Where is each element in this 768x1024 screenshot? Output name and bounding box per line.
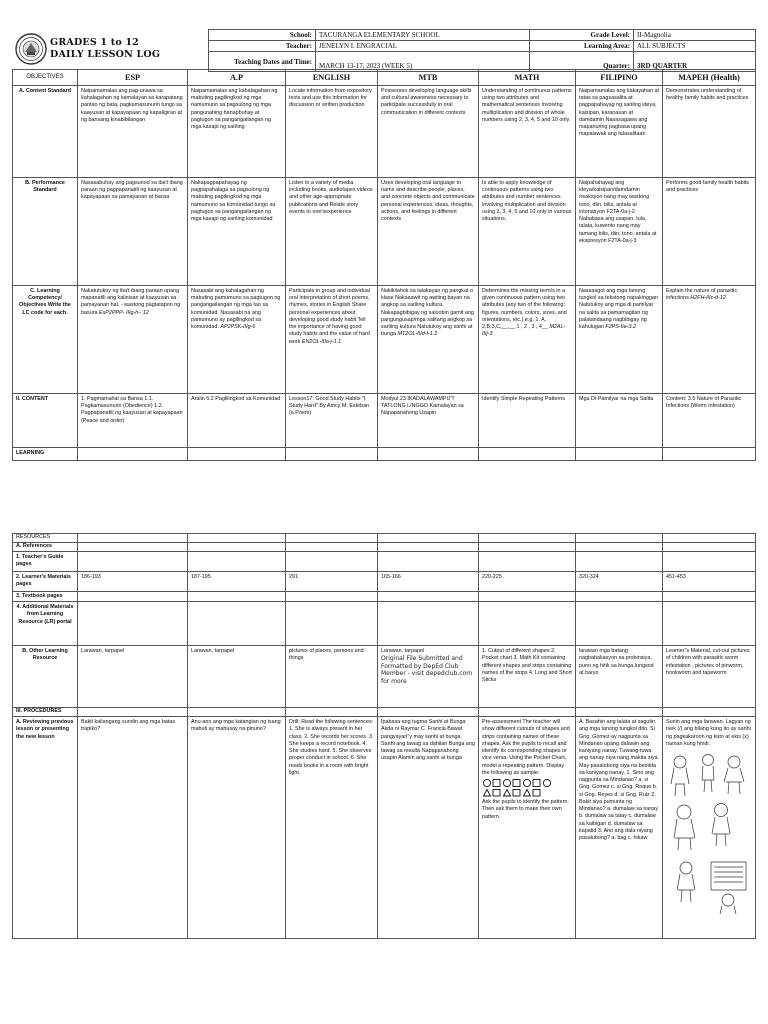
table-cell [479, 534, 576, 543]
table-cell [286, 592, 378, 602]
procedures-label: III. PROCEDURES [13, 708, 78, 717]
column-header-esp: ESP [78, 70, 188, 86]
quarter-label: Quarter: [530, 52, 634, 72]
cell-text: Ask the pupils to identify the pattern. Then ask them to make their own pattern. [482, 799, 569, 820]
table-cell: Locate information from expository texts and use this information for discussion or written production [286, 86, 378, 178]
lc-code: AP2PSK-IIIg-6 [220, 324, 256, 331]
table-cell: Naipamamalas ang kakayahan at tatas sa pagsasalita at pagpapahayag ng sariling ideya, kaisipan, karanasan at damdamin Nasasagawa ang mapanuring pagbasa upang mapalawak ang talasalitaan [576, 86, 663, 178]
performance-standard-row [13, 178, 756, 286]
lc-code: M2AL-IIIj-3 [482, 324, 566, 338]
table-cell [663, 534, 756, 543]
other-resources-row [13, 646, 756, 708]
table-cell: Uses developing oral language to name and describe people, places, and concrete objects and communicate personal experiences, ideas, thoughts, actions, and feelings in different contexts [378, 178, 479, 286]
cell-text: Explain the nature of parasitic infections [666, 288, 738, 302]
table-cell [378, 543, 479, 552]
table-cell [663, 543, 756, 552]
table-cell: 220-225 [479, 572, 576, 592]
cell-text: Suriin ang mga larawan. Lagyan ng tsek (/) ang bilang kung ito ay sanhi ng pagkakaroon ng kuto at ekis (x) naman kung hindi. [666, 719, 751, 747]
table-cell: 165-166 [378, 572, 479, 592]
table-cell [576, 708, 663, 717]
table-cell: Aralin 6.2 Paglilingkod sa Komunidad [188, 394, 286, 448]
table-cell: larawan mga batang nagbabakasyon sa probinsiya, puno ng hitik sa bunga,lungsod at baryo [576, 646, 663, 708]
cell-text: Nasasagot ang mga tanong tungkol sa tekstong napakinggan Natutukoy ang mga di pamilyar na salita sa pamamagitan ng palatandaang nagbibigay ng kahulugan [579, 288, 658, 331]
table-cell [663, 708, 756, 717]
table-cell [663, 286, 756, 394]
resources-label: RESOURCES [13, 534, 78, 543]
table-cell [479, 717, 576, 939]
table-cell [188, 448, 286, 461]
resources-row [13, 534, 756, 543]
teachers-guide-row [13, 552, 756, 572]
table-cell [479, 602, 576, 646]
table-cell [576, 592, 663, 602]
table-cell [576, 448, 663, 461]
column-header-filipino: FILIPINO [576, 70, 663, 86]
table-cell [576, 602, 663, 646]
table-cell [286, 286, 378, 394]
header-info-table [208, 29, 756, 72]
table-cell [78, 708, 188, 717]
table-cell [378, 552, 479, 572]
school-value: TACURANGA ELEMENTARY SCHOOL [316, 30, 530, 41]
table-cell: Lesson17: Good Study Habits "I Study Hard" By Amcy M. Esteban (a Poem) [286, 394, 378, 448]
reviewing-lesson-label: A. Reviewing previous lesson or presenting the new lesson [13, 717, 78, 939]
performance-standard-label: B. Performance Standard [13, 178, 78, 286]
deped-seal-icon [15, 33, 47, 65]
table-cell [378, 602, 479, 646]
column-header-english: ENGLISH [286, 70, 378, 86]
cell-text: Determines the missing term/s in a given continuous pattern using two attributes (any two of the following: figures, numbers, colors, sizes, and orientations, etc.) e.g. 1, A, 2,B,3,C,__,__ 1 , 2 , 3 , 4__ [482, 288, 567, 331]
school-label: School: [209, 30, 316, 41]
table-cell [378, 534, 479, 543]
table-cell: Drill: Read the following sentences: 1. She is always present in her class. 2. She records her scores. 3. She keeps a record notebook. 4. She studies hard. 5. She observes proper conduct in school. 6. She reads books in a room with bright light. [286, 717, 378, 939]
table-cell: Naipamamalas ang pag-unawa sa kahalagahan ng kamalayan sa karapatang pantao ng bata, pagkamasunurin tungo sa kaayusan at kapayapaan ng kapaligiran at ng bansang kinabibilangan [78, 86, 188, 178]
table-cell: Bakit kailangang sundin ang mga batas trapiko? [78, 717, 188, 939]
table-cell [188, 543, 286, 552]
table-cell [188, 602, 286, 646]
table-cell [576, 543, 663, 552]
lc-code: H2FH-IIIc-d-12. [690, 295, 728, 302]
table-cell [663, 602, 756, 646]
learners-materials-row [13, 572, 756, 592]
learning-competency-row [13, 286, 756, 394]
table-cell: 291 [286, 572, 378, 592]
table-cell [286, 552, 378, 572]
textbook-row [13, 592, 756, 602]
column-header-mapeh: MAPEH (Health) [663, 70, 756, 86]
table-cell: Listen to a variety of media including books, audiotapes videos and other age-appropriate publications and Relate story events to one'sexperience [286, 178, 378, 286]
grade-label: Grade Level: [530, 30, 634, 41]
table-cell [479, 552, 576, 572]
table-cell: Demonstrates understanding of healthy family habits and practices [663, 86, 756, 178]
table-cell: Nasasabuhay ang pagsunod sa iba't ibang paraan ng pagpapanatili ng kaayusan at kapayapaan sa pamayanan at bansa [78, 178, 188, 286]
column-header-ap: A.P [188, 70, 286, 86]
table-cell [188, 286, 286, 394]
table-cell [188, 534, 286, 543]
table-cell: Larawan, tarpapel [188, 646, 286, 708]
table-cell: Modyul 23 IKADALAWAMPU'T TATLONG LINGGO Kamalayan sa Napapanahong Usapin [378, 394, 479, 448]
cell-text: Nakikilahok sa talakayan ng pangkat o klase Nakaaawit ng awiting bayan na angkop sa sariling kultura. Nakapagbibigay ng saloobin gamit ang pangungusap/mga salitang angkop sa sariling kultura Natutukoy ang sanhi at bunga [381, 288, 474, 338]
table-cell: Learner"s Material, cut-out pictures of children with parasitic worm infestation , pictures of pinworm, hookworm and tapeworm [663, 646, 756, 708]
table-cell: pictures of places, persons and things [286, 646, 378, 708]
table-cell [576, 534, 663, 543]
table-cell [663, 717, 756, 939]
table-cell [479, 448, 576, 461]
table-cell: Ipabasa ang tugma Sanhi at Bunga Akda ni Raymar C. Francia Bawat pangyayari"y may sanhi at bunga Sanhi ang tawag sa dahilan Bunga ang tawag sa resulta Napapanahong usapin Alamin ang sanhi at bunga [378, 717, 479, 939]
table-cell [479, 543, 576, 552]
grade-value: II-Magnolia [634, 30, 756, 41]
table-cell [378, 646, 479, 708]
table-cell: Naipamamalas ang kahalagahan ng mabuting pagilingkod ng mga namumuno sa pagsulong ng mga pangunahing hanapbuhay at pagtugon sa pangangailangan ng mga kasapi ng sariling [188, 86, 286, 178]
teaching-dates-value: MARCH 13-17, 2023 (WEEK 5) [316, 52, 530, 72]
table-cell [78, 543, 188, 552]
table-cell [78, 602, 188, 646]
learning-competency-label: C. Learning Competency/ Objectives Write the LC code for each. [13, 286, 78, 394]
table-cell [286, 534, 378, 543]
table-cell [188, 592, 286, 602]
content-standard-row [13, 86, 756, 178]
table-cell: 1. Cutout of different shapes 2. Pocket chart 3. Math Kit containing different shapes and strips containing names of the strips 4. Long and Short Sticks [479, 646, 576, 708]
table-cell: 320-324 [576, 572, 663, 592]
table-cell: Mga Di-Pamilyar na mga Salita [576, 394, 663, 448]
other-resources-label: B. Other Learning Resource [13, 646, 78, 708]
lc-code: EN2OL-IIIa-j-1.1 [301, 338, 342, 345]
references-label: A. References [13, 543, 78, 552]
table-cell [378, 708, 479, 717]
table-cell: 451-453 [663, 572, 756, 592]
table-cell [378, 592, 479, 602]
learning-label: LEARNING [13, 448, 78, 461]
cell-text: Participate in group and individual oral interpretation of short poems, rhymes, stories in English Share personal experiences about developing good study habit Tell the importance of having good study habits and the value of hard work [289, 288, 370, 345]
lesson-log-table-top [12, 69, 756, 461]
additional-materials-row [13, 602, 756, 646]
table-cell [286, 708, 378, 717]
references-row [13, 543, 756, 552]
objectives-header: OBJECTIVES [13, 70, 78, 86]
table-cell [286, 448, 378, 461]
table-cell [78, 534, 188, 543]
lesson-log-table-bottom [12, 533, 756, 939]
cell-text: Pre-assessment The teacher will show different cutouts of shapes and strips containing names of these shapes. Ask the pupils to recall and identify its corresponding shapes or vice versa. Using the Pocket Chart, model a repeating pattern. Display the following as sample: [482, 719, 570, 776]
deped-logo-area [12, 29, 208, 69]
table-cell: Is able to apply knowledge of continuous patterns using two attributes and number sentences involving multiplication and division using 2, 3, 4, 5 and 10 only in various situations. [479, 178, 576, 286]
table-cell [479, 592, 576, 602]
table-cell: Nakapagpapahayag ng pagpapahalaga sa pagsulong ng mabuting pagilingkod ng mga namumuno sa komunidad tungo sa pagtugon sa pangangailangan ng mga kasapi ng sariling komunidad [188, 178, 286, 286]
table-cell [188, 552, 286, 572]
content-standard-label: A. Content Standard [13, 86, 78, 178]
procedures-row [13, 708, 756, 717]
table-cell [576, 286, 663, 394]
cell-text: Nakatutukoy ng iba't ibang paraan upang mapanatili ang kalinisan at kaayusan sa pamayanan hal. - wastong pagtatapon ng basura [81, 288, 181, 316]
watermark-text: Original File Submitted and Formatted by DepEd Club Member - visit depedclub.com for more [381, 655, 473, 685]
learners-materials-label: 2. Learner's Materials pages [13, 572, 78, 592]
table-cell [286, 543, 378, 552]
table-cell: Larawan, tarpapel [78, 646, 188, 708]
cell-text: Larawan, tarpapel [381, 648, 425, 655]
table-cell: 186-193 [78, 572, 188, 592]
teacher-label: Teacher: [209, 41, 316, 52]
teacher-value: JENELYN I. ENGRACIAL [316, 41, 530, 52]
table-cell: Performs good family health habits and practices [663, 178, 756, 286]
quarter-value: 3RD QUARTER [634, 52, 756, 72]
table-cell [78, 448, 188, 461]
pattern-shapes-icon [482, 778, 570, 798]
table-cell: Naipahahayag ang ideya/kaisipan/damdamin /reaksyon nang may wastong tono, diin, bilis, antala at intonasyon F2TA-0a-j-2 Nababasa ang usapan, tula, talata, kuwento nang may tamang bilis, diin, tono, antala at ekspresyon F2TA-0a-j-3 [576, 178, 663, 286]
table-cell [663, 552, 756, 572]
teaching-dates-label: Teaching Dates and Time: [209, 52, 316, 72]
table-cell [78, 286, 188, 394]
lc-code: EsP2PPP- IIIg-h– 12 [98, 309, 149, 316]
log-title [50, 37, 160, 62]
table-cell [78, 552, 188, 572]
log-title-line1: GRADES 1 to 12 [50, 37, 139, 48]
table-cell [378, 286, 479, 394]
reviewing-lesson-row [13, 717, 756, 939]
table-cell [576, 552, 663, 572]
lc-code: MT2OL-IIId-f-1.2 [397, 331, 438, 338]
table-cell [378, 448, 479, 461]
table-cell [479, 708, 576, 717]
table-cell [78, 592, 188, 602]
table-cell: Understanding of continuous patterns using two attributes and mathematical sentences involving multiplication and division of whole numbers using 2, 3, 4, 5 and 10 only. [479, 86, 576, 178]
cell-text: Nasasabi ang kahalagahan ng mabuting pamumuno sa pagtugon ng pangangailangan ng mga tao sa komunidad. Nasasabi na ang pamumuno ay pagilingkod sa komunidad. [191, 288, 281, 331]
textbook-label: 3. Textbook pages [13, 592, 78, 602]
learning-area-value: ALL SUBJECTS [634, 41, 756, 52]
table-cell: Identify Simple Repeating Patterns [479, 394, 576, 448]
column-header-math: MATH [479, 70, 576, 86]
table-cell: Anu-ano ang mga katangian ng isang mabuti ay mahusay na pinuno? [188, 717, 286, 939]
table-cell: Content: 3.5 Nature of Parasitic Infections (Worm Infestation) [663, 394, 756, 448]
column-header-row [13, 70, 756, 86]
table-cell [286, 602, 378, 646]
learning-area-label: Learning Area: [530, 41, 634, 52]
log-title-line2: DAILY LESSON LOG [50, 49, 161, 61]
table-cell [188, 708, 286, 717]
table-cell: Possesses developing language skills and cultural awareness necessary to participate successfully in oral communication in different contexts [378, 86, 479, 178]
additional-materials-label: 4. Additional Materials from Learning Resource (LR) portal [13, 602, 78, 646]
content-row [13, 394, 756, 448]
lc-code: F2PS-IIe-3.2 [605, 324, 636, 331]
content-label: II. CONTENT [13, 394, 78, 448]
table-cell: A. Basahin ang talata at sagutin ang mga tanong tungkol dito. Si Gng. Gomez ay nagpunta sa Mindanao upang dalawin ang kaniyang nanay. Tuwang-tuwa ang nanay niya nang makita siya. May pasalubong siya na bestida sa kaniyang nanay. 1. Sino ang nagpunta sa Mindanao? a. si Gng. Gomez c. si Gng. Roque b. si Gng. Reyes d. si Gng. Ruiz 2. Bakit siya pumunta ng Mindanao? a. dumalaw sa nanay b. dumalaw sa tatay c. dumalaw sa kaibigan d. dumalaw sa kapatid 3. Ano ang dala niyang pasalubong? a. bag c. hikaw [576, 717, 663, 939]
children-sketches-icon [666, 750, 751, 915]
table-cell [663, 448, 756, 461]
table-cell [479, 286, 576, 394]
column-header-mtb: MTB [378, 70, 479, 86]
table-cell: 187-195 [188, 572, 286, 592]
table-cell: 1. Pagmamahal sa Bansa 1.1. Pagkamasunurin (Obedience) 1.2. Pagpapanatili ng kaayusan at kapayapaan (Peace and order) [78, 394, 188, 448]
table-cell [663, 592, 756, 602]
teachers-guide-label: 1. Teacher's Guide pages [13, 552, 78, 572]
learning-row [13, 448, 756, 461]
